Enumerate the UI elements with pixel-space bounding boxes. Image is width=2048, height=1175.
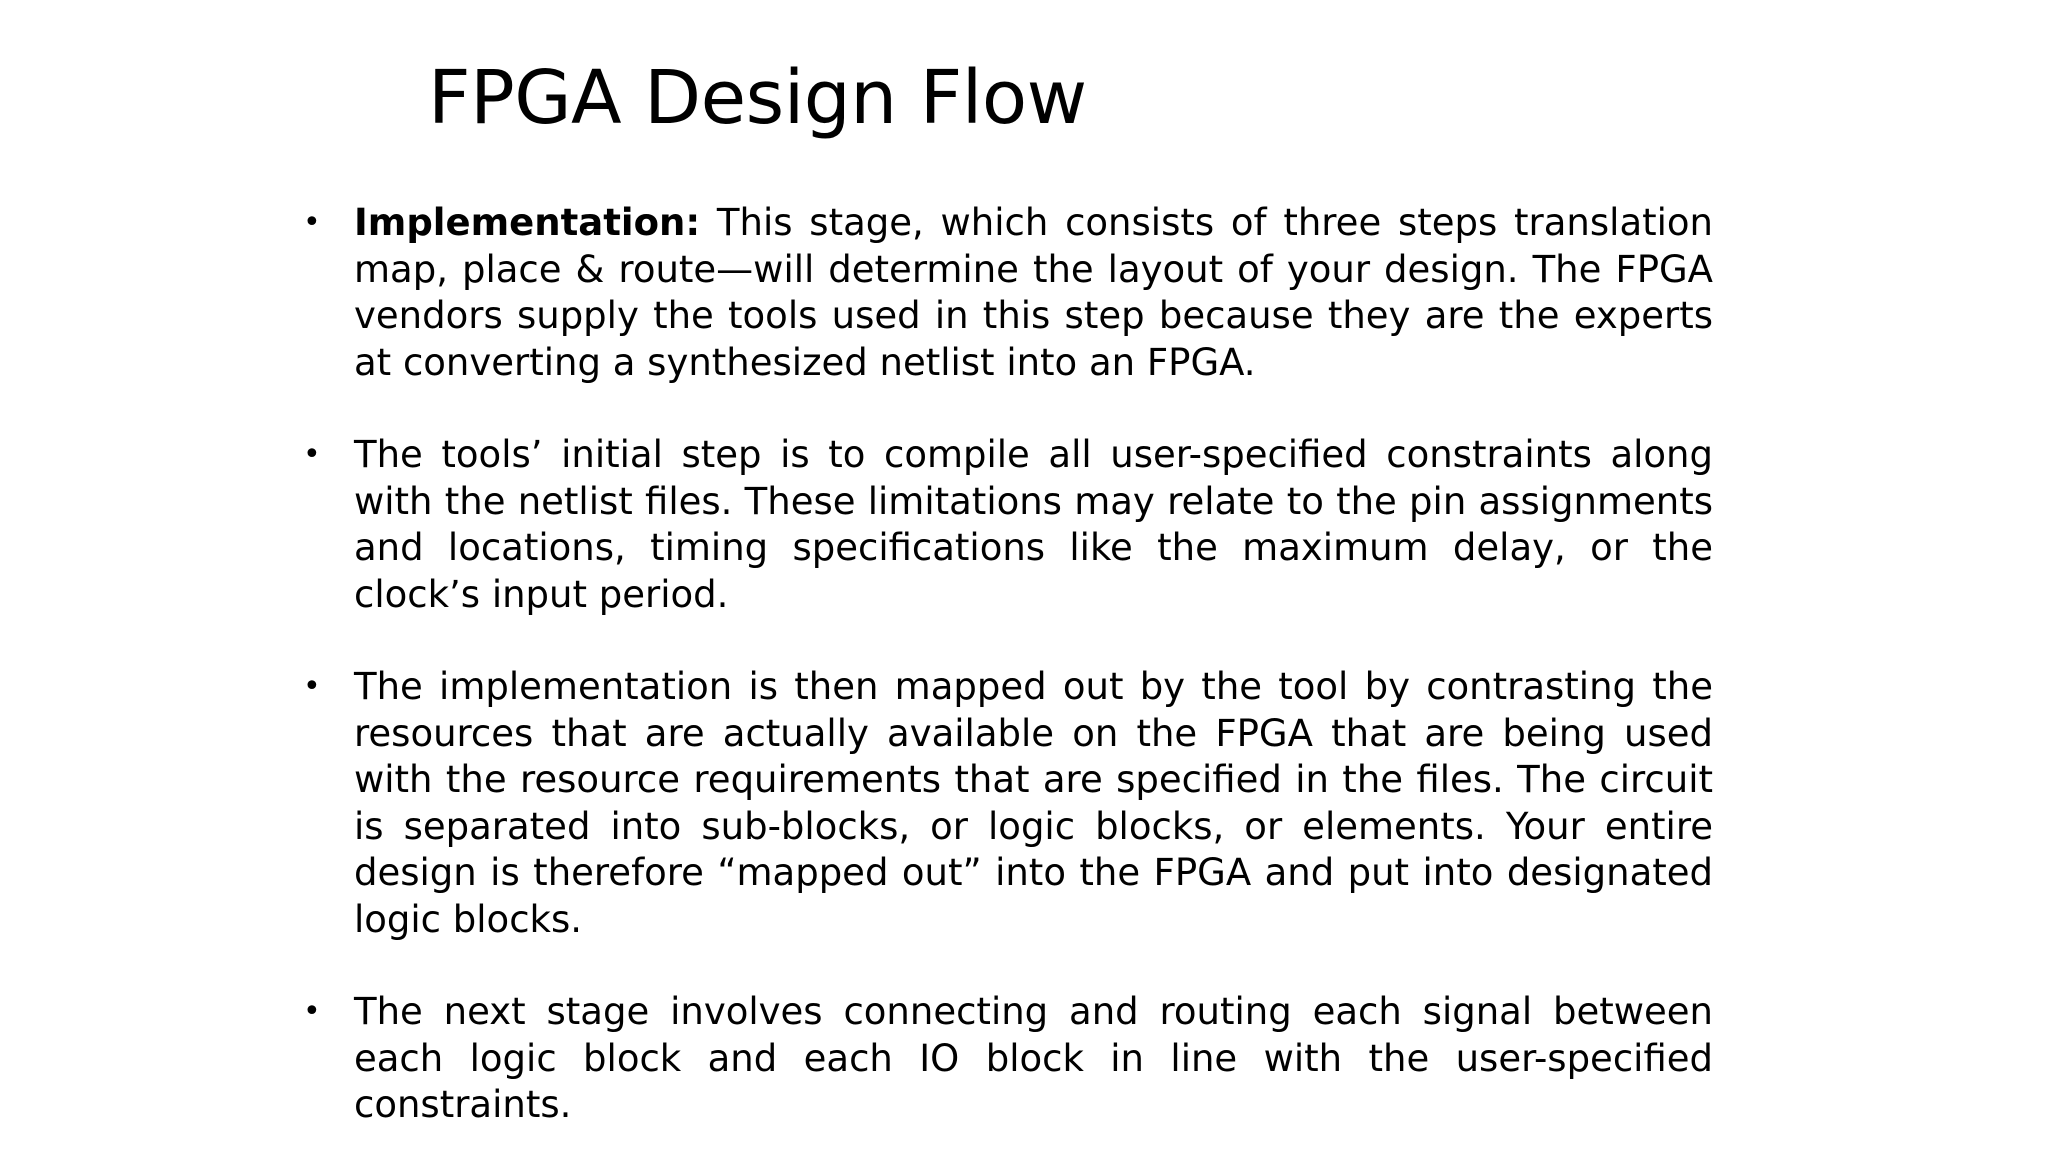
bullet-icon: •: [303, 437, 321, 472]
slide-title: FPGA Design Flow: [428, 55, 1087, 141]
bullet-list: [303, 200, 1713, 1175]
bullet-body-text: The implementation is then mapped out by the tool by contrasting the resources that are actually available on the FPGA that are being used with the resource requirements that are specified in the files. The circuit is separated into sub-blocks, or logic blocks, or elements. Your entire design is therefore “mapped out” into the FPGA and put into designated logic blocks.: [354, 665, 1713, 941]
bullet-icon: •: [303, 994, 321, 1029]
bullet-icon: •: [303, 669, 321, 704]
bullet-icon: •: [303, 205, 321, 240]
bullet-item-implementation: [303, 200, 1713, 386]
bullet-body-text: The next stage involves connecting and routing each signal between each logic block and each IO block in line with the user-specified constraints.: [354, 990, 1713, 1126]
bullet-lead-text: Implementation:: [354, 201, 701, 244]
bullet-item-mapping: [303, 664, 1713, 943]
bullet-body-text: The tools’ initial step is to compile all user-specified constraints along with the netlist files. These limitations may relate to the pin assignments and locations, timing specifications like the maximum delay, or the clock’s input period.: [354, 433, 1713, 616]
bullet-body-text: This stage, which consists of three steps translation map, place & route—will determine the layout of your design. The FPGA vendors supply the tools used in this step because they are the experts at converting a synthesized netlist into an FPGA.: [354, 201, 1713, 384]
bullet-item-routing: [303, 989, 1713, 1129]
bullet-item-constraints: [303, 432, 1713, 618]
